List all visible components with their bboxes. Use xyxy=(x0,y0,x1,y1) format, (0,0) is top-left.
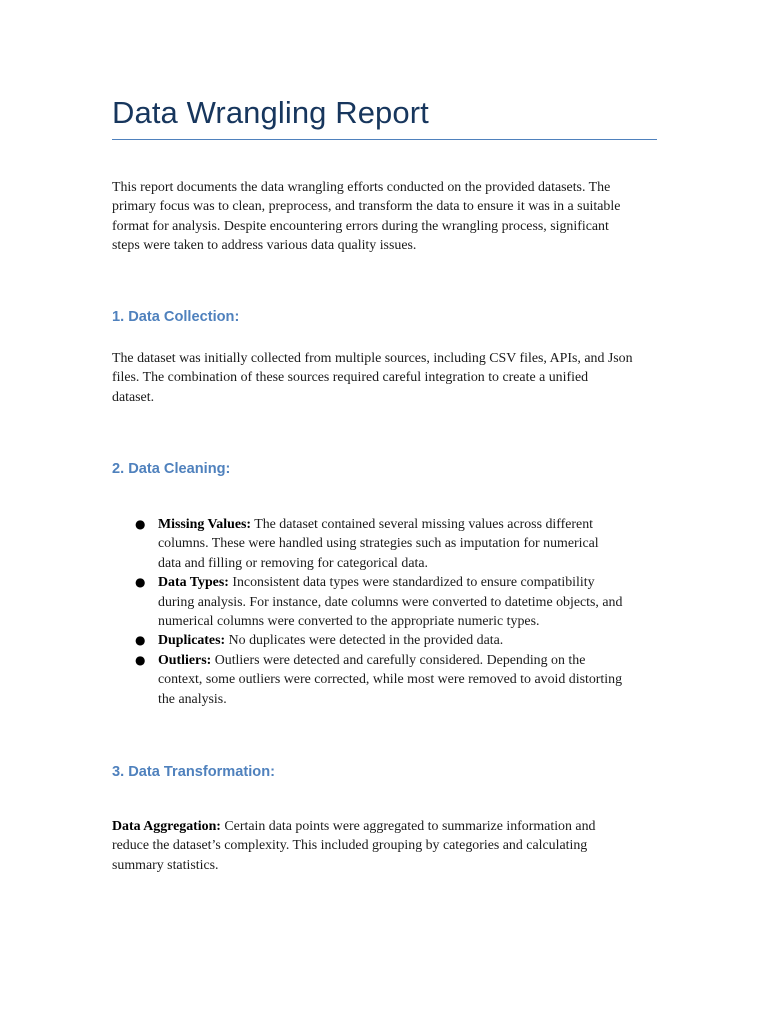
intro-line: This report documents the data wrangling efforts conducted on the provided datasets. The xyxy=(112,180,611,195)
bullet-label: Outliers: xyxy=(158,652,212,668)
bullet-icon: ● xyxy=(135,517,146,531)
section-heading-data-collection: 1. Data Collection: xyxy=(112,309,240,325)
paragraph-text: Certain data points were aggregated to summarize information and xyxy=(220,819,596,834)
bullet-text: Outliers were detected and carefully considered. Depending on the xyxy=(211,652,586,668)
section-heading-data-transformation: 3. Data Transformation: xyxy=(112,764,275,780)
paragraph-line: summary statistics. xyxy=(112,857,219,873)
title-underline xyxy=(112,139,657,140)
data-cleaning-list xyxy=(112,515,672,709)
bullet-icon: ● xyxy=(135,652,146,667)
bullet-label: Data Types: xyxy=(158,575,229,591)
intro-line: format for analysis. Despite encountering errors during the wrangling process, significant xyxy=(112,218,609,234)
paragraph-label: Data Aggregation: xyxy=(112,819,221,834)
intro-paragraph xyxy=(112,178,660,255)
paragraph-line: The dataset was initially collected from multiple sources, including CSV files, APIs, and Json xyxy=(112,351,633,366)
data-transformation-paragraph xyxy=(112,817,660,875)
list-item-data-types xyxy=(112,573,672,631)
bullet-text: No duplicates were detected in the provided data. xyxy=(225,633,504,649)
data-collection-paragraph xyxy=(112,349,660,407)
section-heading-data-cleaning: 2. Data Cleaning: xyxy=(112,461,231,477)
list-item-missing-values xyxy=(112,515,672,573)
bullet-text: data and filling or removing for categorical data. xyxy=(158,555,428,571)
bullet-text: the analysis. xyxy=(158,691,227,707)
intro-line: steps were taken to address various data quality issues. xyxy=(112,237,417,253)
list-item-outliers xyxy=(112,651,672,709)
bullet-label: Duplicates: xyxy=(158,633,226,649)
bullet-text: columns. These were handled using strategies such as imputation for numerical xyxy=(158,536,599,552)
list-item-duplicates xyxy=(112,631,672,650)
bullet-text: context, some outliers were corrected, while most were removed to avoid distorting xyxy=(158,672,623,688)
paragraph-line: dataset. xyxy=(112,389,155,405)
paragraph-line: reduce the dataset’s complexity. This included grouping by categories and calculating xyxy=(112,838,588,854)
bullet-icon: ● xyxy=(135,633,146,648)
bullet-text: Inconsistent data types were standardized to ensure compatibility xyxy=(228,575,595,591)
document-title: Data Wrangling Report xyxy=(112,95,429,130)
bullet-text: The dataset contained several missing values across different xyxy=(251,517,594,532)
bullet-text: during analysis. For instance, date columns were converted to datetime objects, and xyxy=(158,594,623,610)
paragraph-line: files. The combination of these sources required careful integration to create a unified xyxy=(112,370,589,386)
bullet-icon: ● xyxy=(135,575,146,590)
bullet-text: numerical columns were converted to the appropriate numeric types. xyxy=(158,614,540,630)
intro-line: primary focus was to clean, preprocess, and transform the data to ensure it was in a suitable xyxy=(112,199,621,215)
bullet-label: Missing Values: xyxy=(158,517,252,532)
